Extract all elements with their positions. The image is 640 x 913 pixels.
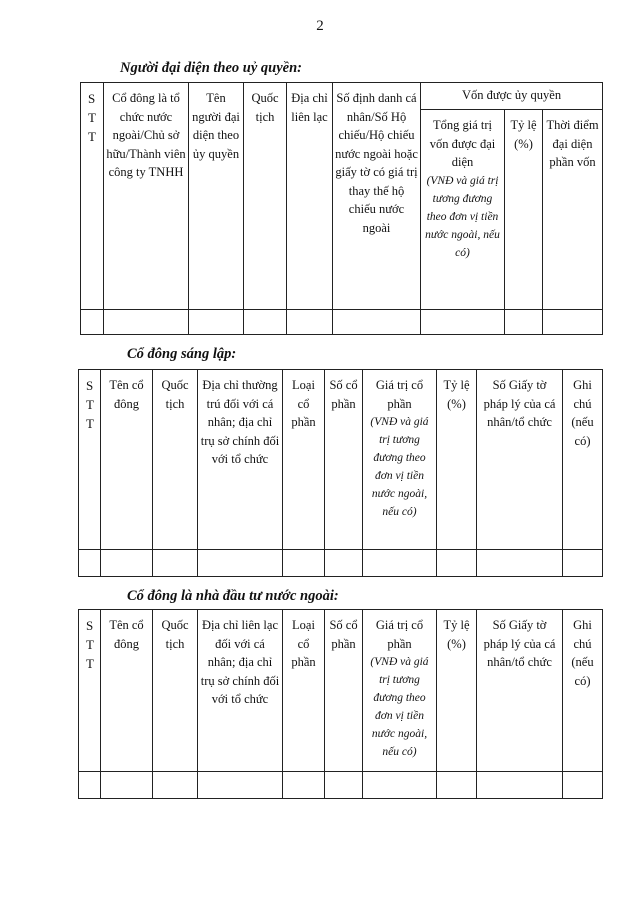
header-nationality: Quốc tịch bbox=[153, 610, 198, 772]
header-ratio: Tỷ lệ (%) bbox=[437, 610, 477, 772]
table-cell bbox=[198, 772, 283, 799]
header-nationality: Quốc tịch bbox=[244, 83, 287, 310]
section-title-foreign: Cổ đông là nhà đầu tư nước ngoài: bbox=[127, 588, 339, 604]
table-cell bbox=[81, 310, 104, 335]
header-name: Tên cổ đông bbox=[101, 610, 153, 772]
table-cell bbox=[153, 550, 198, 577]
table-cell bbox=[437, 550, 477, 577]
table-cell bbox=[79, 772, 101, 799]
table-cell bbox=[363, 550, 437, 577]
header-name: Tên cổ đông bbox=[101, 370, 153, 550]
section-title-founders: Cổ đông sáng lập: bbox=[127, 346, 237, 362]
table-cell bbox=[363, 772, 437, 799]
table-cell bbox=[101, 550, 153, 577]
table-cell bbox=[283, 772, 325, 799]
header-stt: S T T bbox=[81, 83, 104, 310]
table-cell bbox=[505, 310, 543, 335]
header-ratio: Tỷ lệ (%) bbox=[505, 110, 543, 310]
header-note: Ghi chú (nếu có) bbox=[563, 610, 603, 772]
header-share-value bbox=[363, 610, 437, 772]
table-cell bbox=[189, 310, 244, 335]
table-cell bbox=[477, 550, 563, 577]
table-cell bbox=[437, 772, 477, 799]
header-shareholder: Cổ đông là tổ chức nước ngoài/Chủ sở hữu/Thành viên công ty TNHH bbox=[104, 83, 189, 310]
header-contact-address: Địa chỉ liên lạc bbox=[287, 83, 333, 310]
header-legal-doc: Số Giấy tờ pháp lý của cá nhân/tổ chức bbox=[477, 610, 563, 772]
header-share-type: Loại cổ phần bbox=[283, 610, 325, 772]
header-stt: S T T bbox=[79, 370, 101, 550]
header-address: Địa chỉ thường trú đối với cá nhân; địa chỉ trụ sở chính đối với tổ chức bbox=[198, 370, 283, 550]
table-cell bbox=[153, 772, 198, 799]
table-row bbox=[79, 772, 603, 799]
header-capital-group: Vốn được ủy quyền bbox=[421, 83, 603, 110]
foreign-investors-table bbox=[78, 609, 603, 799]
page-number: 2 bbox=[316, 18, 324, 34]
table-row bbox=[79, 550, 603, 577]
table-cell bbox=[421, 310, 505, 335]
total-value-note: (VNĐ và giá trị tương đương theo đơn vị tiền nước ngoài, nếu có) bbox=[425, 174, 500, 259]
header-id-number: Số định danh cá nhân/Số Hộ chiếu/Hộ chiếu nước ngoài hoặc giấy tờ có giá trị thay thế hộ chiếu nước ngoài bbox=[333, 83, 421, 310]
share-value-label: Giá trị cổ phần bbox=[375, 378, 424, 411]
header-ratio: Tỷ lệ (%) bbox=[437, 370, 477, 550]
share-value-note: (VNĐ và giá trị tương đương theo đơn vị tiền nước ngoài, nếu có) bbox=[370, 416, 429, 518]
table-cell bbox=[101, 772, 153, 799]
header-nationality: Quốc tịch bbox=[153, 370, 198, 550]
table-cell bbox=[283, 550, 325, 577]
share-value-label: Giá trị cổ phần bbox=[375, 618, 424, 651]
table-cell bbox=[325, 550, 363, 577]
table-cell bbox=[543, 310, 603, 335]
founding-shareholders-table bbox=[78, 369, 603, 577]
table-cell bbox=[325, 772, 363, 799]
header-share-value bbox=[363, 370, 437, 550]
share-value-note: (VNĐ và giá trị tương đương theo đơn vị tiền nước ngoài, nếu có) bbox=[370, 656, 429, 758]
table-row bbox=[81, 310, 603, 335]
table-cell bbox=[477, 772, 563, 799]
table-cell bbox=[563, 550, 603, 577]
header-address: Địa chỉ liên lạc đối với cá nhân; địa chỉ trụ sở chính đối với tổ chức bbox=[198, 610, 283, 772]
total-value-label: Tổng giá trị vốn được đại diện bbox=[429, 118, 496, 169]
header-note: Ghi chú (nếu có) bbox=[563, 370, 603, 550]
header-share-count: Số cổ phần bbox=[325, 610, 363, 772]
table-cell bbox=[333, 310, 421, 335]
table-cell bbox=[104, 310, 189, 335]
table-cell bbox=[563, 772, 603, 799]
table-cell bbox=[198, 550, 283, 577]
table-cell bbox=[287, 310, 333, 335]
authorized-representative-table bbox=[80, 82, 603, 335]
section-title-authorized: Người đại diện theo uỷ quyền: bbox=[120, 60, 303, 76]
table-cell bbox=[244, 310, 287, 335]
header-share-type: Loại cổ phần bbox=[283, 370, 325, 550]
header-rep-name: Tên người đại diện theo ủy quyền bbox=[189, 83, 244, 310]
header-legal-doc: Số Giấy tờ pháp lý của cá nhân/tổ chức bbox=[477, 370, 563, 550]
header-stt: S T T bbox=[79, 610, 101, 772]
header-share-count: Số cổ phần bbox=[325, 370, 363, 550]
header-total-value bbox=[421, 110, 505, 310]
header-time: Thời điểm đại diện phần vốn bbox=[543, 110, 603, 310]
table-cell bbox=[79, 550, 101, 577]
